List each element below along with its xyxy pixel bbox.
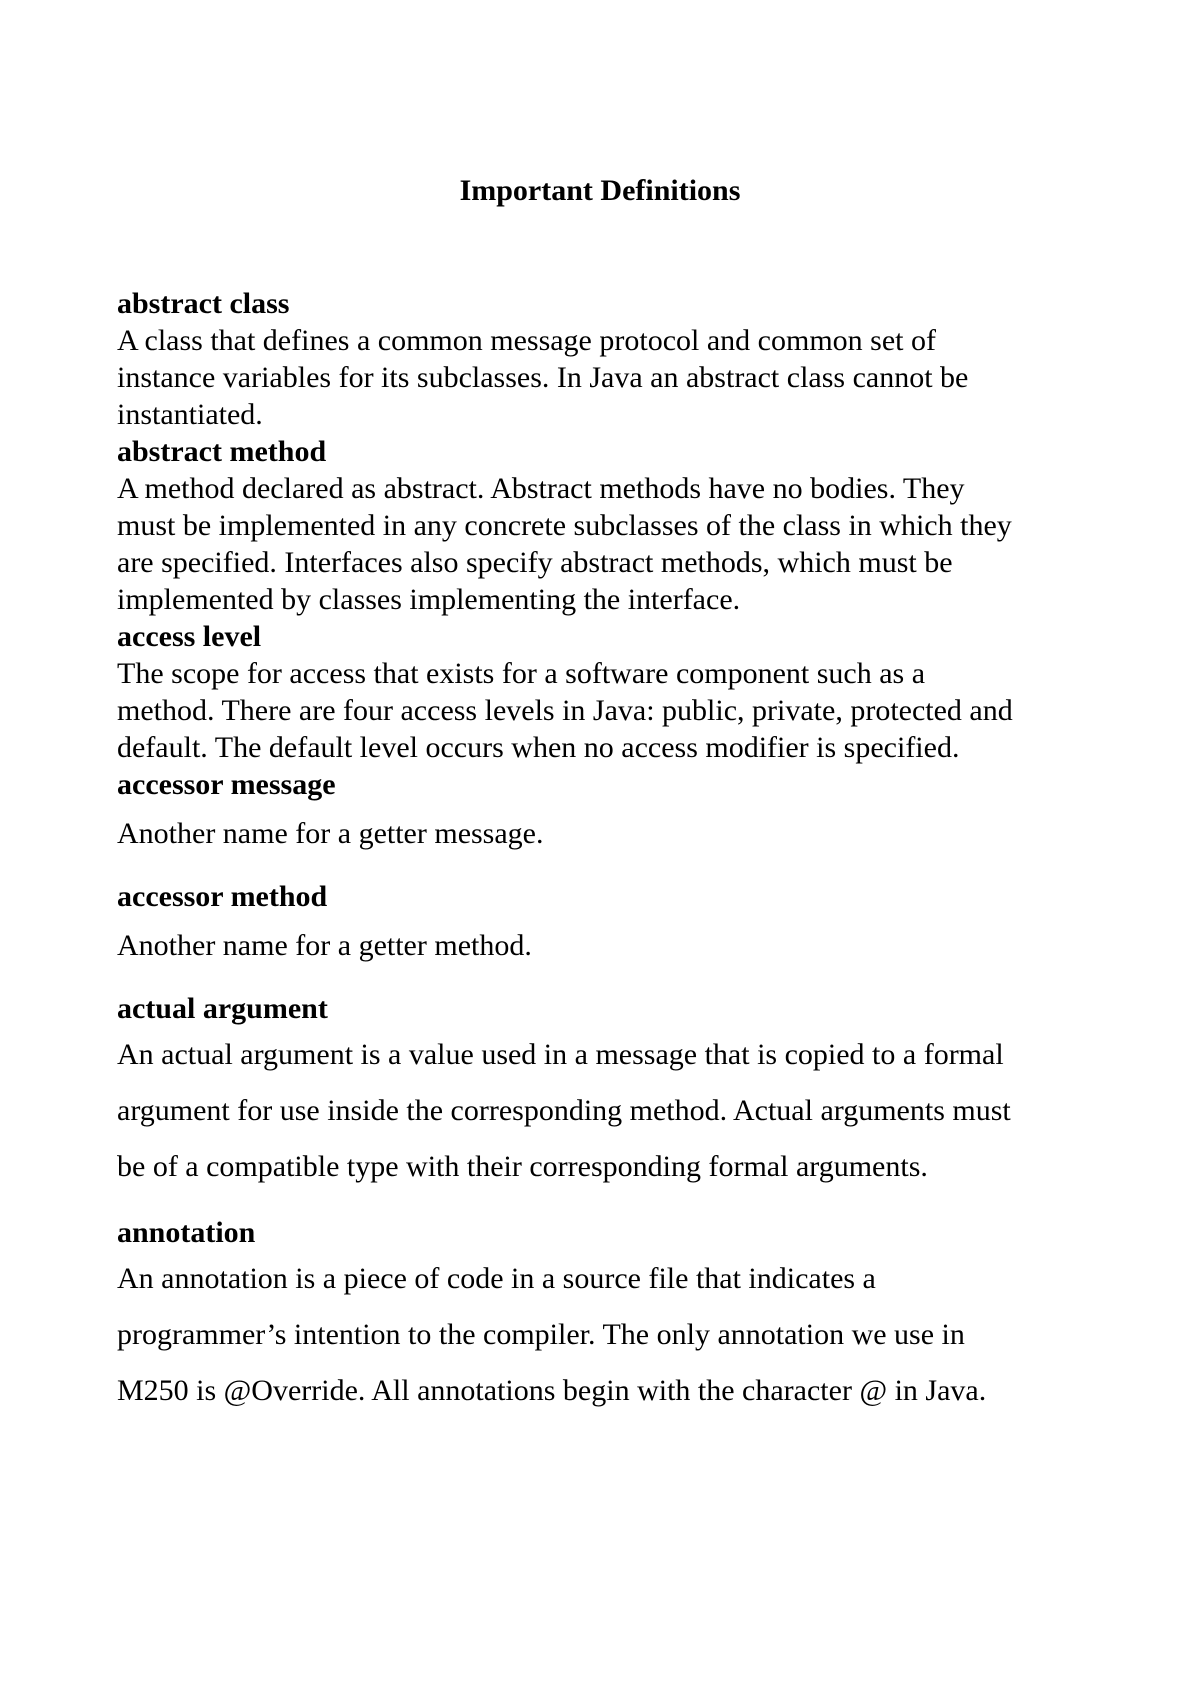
term: accessor method bbox=[117, 880, 328, 913]
definition-entry-access-level bbox=[117, 618, 1117, 766]
term: access level bbox=[117, 620, 262, 653]
term: abstract class bbox=[117, 287, 290, 320]
definition bbox=[117, 803, 1117, 865]
definition-entry-actual-argument bbox=[117, 990, 1117, 1195]
definition-line: argument for use inside the corresponding method. Actual arguments must bbox=[117, 1094, 1011, 1127]
definition-line: must be implemented in any concrete subclasses of the class in which they bbox=[117, 509, 1012, 542]
definition-line: Another name for a getter message. bbox=[117, 817, 544, 850]
definition-line: An actual argument is a value used in a message that is copied to a formal bbox=[117, 1038, 1004, 1071]
definition bbox=[117, 470, 1117, 618]
term: abstract method bbox=[117, 435, 327, 468]
definition bbox=[117, 915, 1117, 977]
term: accessor message bbox=[117, 768, 336, 801]
definition-line: The scope for access that exists for a software component such as a bbox=[117, 657, 926, 690]
definition-line: An annotation is a piece of code in a source file that indicates a bbox=[117, 1262, 876, 1295]
definition-line: be of a compatible type with their corresponding formal arguments. bbox=[117, 1150, 928, 1183]
definition bbox=[117, 1027, 1117, 1195]
page-title: Important Definitions bbox=[459, 174, 741, 207]
definition-line: programmer’s intention to the compiler. The only annotation we use in bbox=[117, 1318, 965, 1351]
definition-line: instantiated. bbox=[117, 398, 263, 431]
definition-line: are specified. Interfaces also specify abstract methods, which must be bbox=[117, 546, 953, 579]
term: annotation bbox=[117, 1216, 256, 1249]
definition-entry-annotation bbox=[117, 1214, 1117, 1419]
definition-entry-abstract-method bbox=[117, 433, 1117, 618]
definition bbox=[117, 655, 1117, 766]
term: actual argument bbox=[117, 992, 328, 1025]
definition-entry-accessor-message bbox=[117, 766, 1117, 865]
definition-line: M250 is @Override. All annotations begin with the character @ in Java. bbox=[117, 1374, 987, 1407]
definition-line: default. The default level occurs when no access modifier is specified. bbox=[117, 731, 960, 764]
definition bbox=[117, 1251, 1117, 1419]
definition-entry-accessor-method bbox=[117, 878, 1117, 977]
definition-line: A class that defines a common message protocol and common set of bbox=[117, 324, 936, 357]
definition-line: Another name for a getter method. bbox=[117, 929, 532, 962]
definition-entry-abstract-class bbox=[117, 285, 1117, 433]
definition-line: implemented by classes implementing the interface. bbox=[117, 583, 741, 616]
definition-line: A method declared as abstract. Abstract methods have no bodies. They bbox=[117, 472, 965, 505]
definition-line: instance variables for its subclasses. In Java an abstract class cannot be bbox=[117, 361, 969, 394]
definition-line: method. There are four access levels in Java: public, private, protected and bbox=[117, 694, 1013, 727]
definition bbox=[117, 322, 1117, 433]
